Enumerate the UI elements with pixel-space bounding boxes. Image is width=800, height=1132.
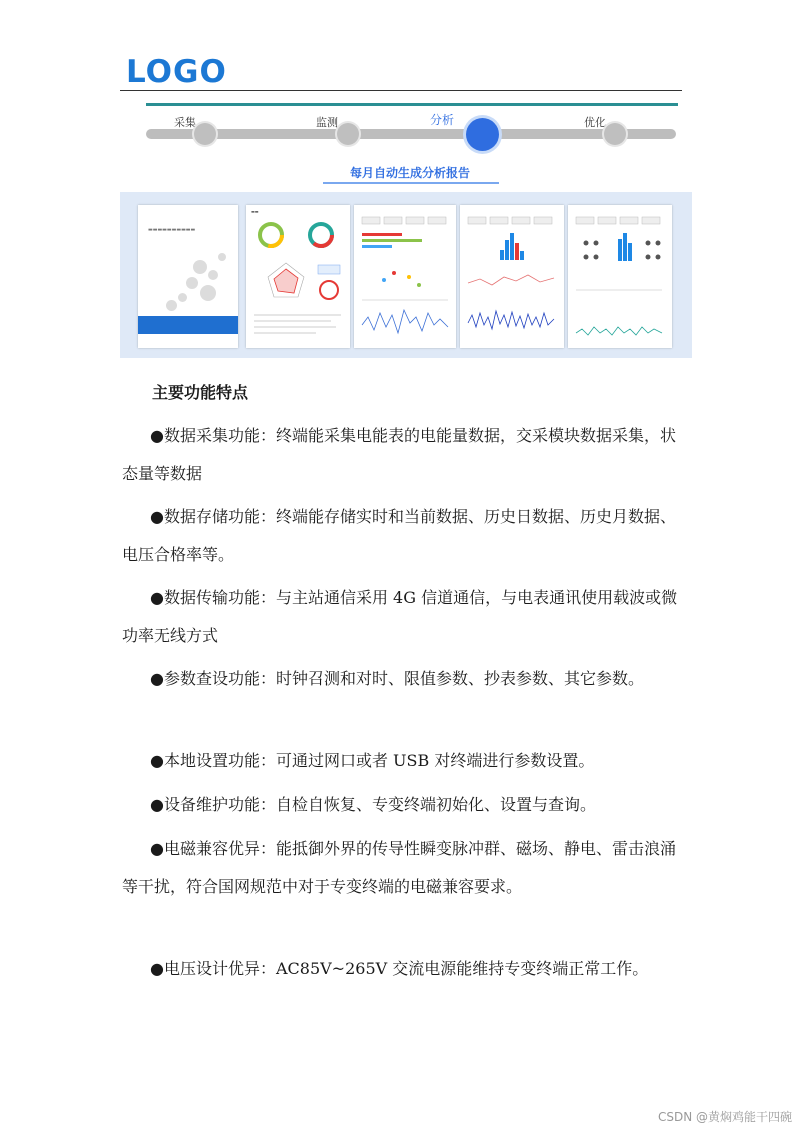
- cover-bubble: [193, 260, 207, 274]
- section-title: 主要功能特点: [152, 383, 249, 402]
- report-caption: 每月自动生成分析报告: [349, 166, 470, 180]
- cover-bubble: [208, 270, 218, 280]
- cover-bubble: [166, 300, 177, 311]
- page-heading-placeholder: ▬▬: [251, 209, 259, 214]
- step-dot-collect: [194, 123, 216, 145]
- process-stepper: [118, 100, 692, 188]
- report-thumbnails: [120, 192, 692, 358]
- page-graphics: [460, 205, 564, 348]
- page-graphics: [354, 205, 456, 348]
- cover-footer-bar: [138, 316, 238, 334]
- header-divider: [120, 90, 682, 91]
- page-graphics: [246, 205, 350, 348]
- step-label-optimize: 优化: [584, 116, 606, 129]
- step-dot-monitor: [337, 123, 359, 145]
- cover-bubble: [178, 293, 187, 302]
- feature-item: ●本地设置功能：可通过网口或者 USB 对终端进行参数设置。: [150, 751, 595, 770]
- report-page-thumbnail: [246, 205, 350, 348]
- watermark: CSDN @黄焖鸡能干四碗: [657, 1110, 792, 1124]
- cover-bubble: [186, 277, 198, 289]
- feature-item: ●参数查设功能：时钟召测和对时、限值参数、抄表参数、其它参数。: [150, 669, 644, 688]
- report-page-thumbnail: [568, 205, 672, 348]
- cover-bubble: [218, 253, 226, 261]
- step-dot-analyze: [466, 118, 499, 151]
- feature-item: ●电磁兼容优异：能抵御外界的传导性瞬变脉冲群、磁场、静电、雷击浪涌等干扰，符合国网规范中对于专变终端的电磁兼容要求。: [122, 839, 676, 896]
- feature-item: ●数据采集功能：终端能采集电能表的电能量数据，交采模块数据采集，状态量等数据: [122, 426, 676, 483]
- step-label-analyze: 分析: [430, 113, 455, 127]
- logo: LOGO: [126, 54, 227, 90]
- cover-bubble: [200, 285, 216, 301]
- feature-item: ●数据存储功能：终端能存储实时和当前数据、历史日数据、历史月数据、电压合格率等。: [122, 507, 676, 564]
- stepper-top-line: [146, 103, 678, 106]
- stepper-track: [146, 129, 676, 139]
- report-page-thumbnail: [460, 205, 564, 348]
- feature-item: ●设备维护功能：自检自恢复、专变终端初始化、设置与查询。: [150, 795, 596, 814]
- report-caption-underline: [323, 182, 499, 184]
- step-dot-optimize: [604, 123, 626, 145]
- report-cover-thumbnail: [138, 205, 238, 348]
- feature-item: ●电压设计优异：AC85V~265V 交流电源能维持专变终端正常工作。: [150, 959, 649, 978]
- step-label-collect: 采集: [174, 116, 196, 129]
- feature-item: ●数据传输功能：与主站通信采用 4G 信道通信，与电表通讯使用载波或微功率无线方式: [122, 588, 678, 645]
- cover-title-placeholder: ▬▬▬▬▬▬▬▬▬▬: [148, 227, 196, 233]
- step-label-monitor: 监测: [316, 116, 338, 129]
- report-page-thumbnail: [354, 205, 456, 348]
- page-graphics: [568, 205, 672, 348]
